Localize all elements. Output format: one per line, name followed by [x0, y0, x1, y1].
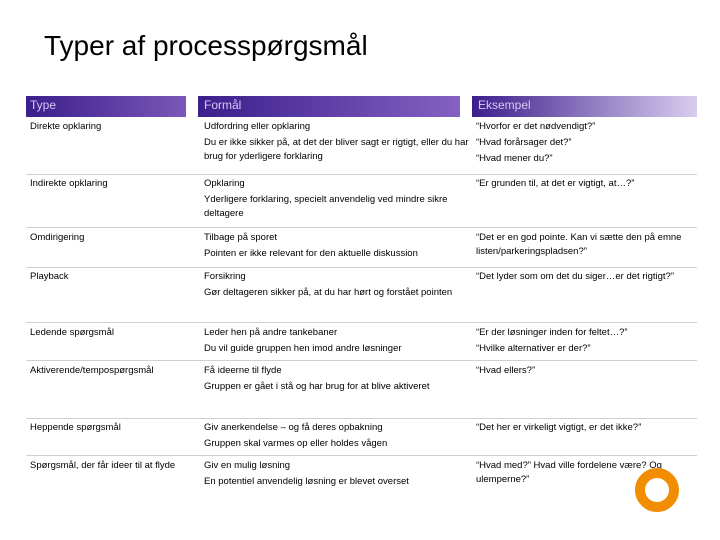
purpose-heading: Giv anerkendelse – og få deres opbakning — [204, 422, 383, 433]
row-type: Direkte opklaring — [30, 121, 102, 132]
row-purpose — [204, 459, 469, 489]
row-separator — [26, 360, 697, 361]
row-type: Ledende spørgsmål — [30, 327, 114, 338]
purpose-heading: Giv en mulig løsning — [204, 460, 291, 471]
header-example — [472, 96, 697, 117]
orange-ring-logo — [633, 466, 681, 514]
row-separator — [26, 267, 697, 268]
row-type: Indirekte opklaring — [30, 178, 108, 189]
row-example — [476, 364, 698, 378]
header-type-label: Type — [30, 98, 57, 112]
row-type: Playback — [30, 271, 69, 282]
row-purpose — [204, 177, 469, 221]
purpose-heading: Forsikring — [204, 271, 246, 282]
header-purpose-label: Formål — [204, 98, 242, 112]
purpose-detail: Du er ikke sikker på, at det der bliver sagt er rigtigt, eller du har brug for yderligere forklaring — [204, 137, 469, 162]
purpose-detail: Gruppen er gået i stå og har brug for at blive aktiveret — [204, 381, 430, 392]
row-separator — [26, 227, 697, 228]
purpose-heading: Opklaring — [204, 178, 245, 189]
example-line: “Hvilke alternativer er der?” — [476, 343, 591, 354]
row-example — [476, 270, 698, 284]
example-line: “Hvad forårsager det?” — [476, 137, 572, 148]
purpose-detail: Gør deltageren sikker på, at du har hørt og forstået pointen — [204, 287, 453, 298]
row-type: Spørgsmål, der får ideer til at flyde — [30, 460, 176, 471]
example-line: “Det lyder som om det du siger…er det rigtigt?” — [476, 271, 674, 282]
row-purpose — [204, 231, 469, 261]
purpose-detail: Du vil guide gruppen hen imod andre løsninger — [204, 343, 402, 354]
example-line: “Er der løsninger inden for feltet…?” — [476, 327, 628, 338]
header-purpose — [198, 96, 460, 117]
row-purpose — [204, 270, 469, 300]
purpose-heading: Leder hen på andre tankebaner — [204, 327, 338, 338]
header-type — [26, 96, 186, 117]
row-example — [476, 177, 698, 191]
purpose-heading: Tilbage på sporet — [204, 232, 278, 243]
row-example — [476, 231, 698, 259]
purpose-heading: Udfordring eller opklaring — [204, 121, 311, 132]
example-line: “Hvorfor er det nødvendigt?” — [476, 121, 596, 132]
example-line: “Hvad mener du?” — [476, 153, 553, 164]
page-title: Typer af processpørgsmål — [44, 30, 368, 61]
row-separator — [26, 418, 697, 419]
example-line: “Det her er virkeligt vigtigt, er det ikke?” — [476, 422, 642, 433]
row-example — [476, 326, 698, 356]
purpose-detail: En potentiel anvendelig løsning er blevet overset — [204, 476, 409, 487]
row-separator — [26, 174, 697, 175]
example-line: “Er grunden til, at det er vigtigt, at…?” — [476, 178, 635, 189]
row-type: Heppende spørgsmål — [30, 422, 121, 433]
purpose-heading: Få ideerne til flyde — [204, 365, 282, 376]
example-line: “Det er en god pointe. Kan vi sætte den på emne listen/parkeringspladsen?” — [476, 232, 682, 257]
purpose-detail: Pointen er ikke relevant for den aktuelle diskussion — [204, 248, 418, 259]
row-separator — [26, 322, 697, 323]
row-purpose — [204, 421, 469, 451]
row-type: Omdirigering — [30, 232, 85, 243]
header-example-label: Eksempel — [478, 98, 531, 112]
row-example — [476, 120, 698, 166]
row-separator — [26, 455, 697, 456]
row-purpose — [204, 326, 469, 356]
row-purpose — [204, 120, 469, 164]
row-example — [476, 421, 698, 435]
example-line: “Hvad ellers?” — [476, 365, 536, 376]
row-type: Aktiverende/tempospørgsmål — [30, 365, 154, 376]
example-line: “Hvad med?” Hvad ville fordelene være? Og ulemperne?” — [476, 460, 662, 485]
purpose-detail: Gruppen skal varmes op eller holdes vågen — [204, 438, 388, 449]
purpose-detail: Yderligere forklaring, specielt anvendelig ved mindre sikre deltagere — [204, 194, 448, 219]
row-purpose — [204, 364, 469, 394]
